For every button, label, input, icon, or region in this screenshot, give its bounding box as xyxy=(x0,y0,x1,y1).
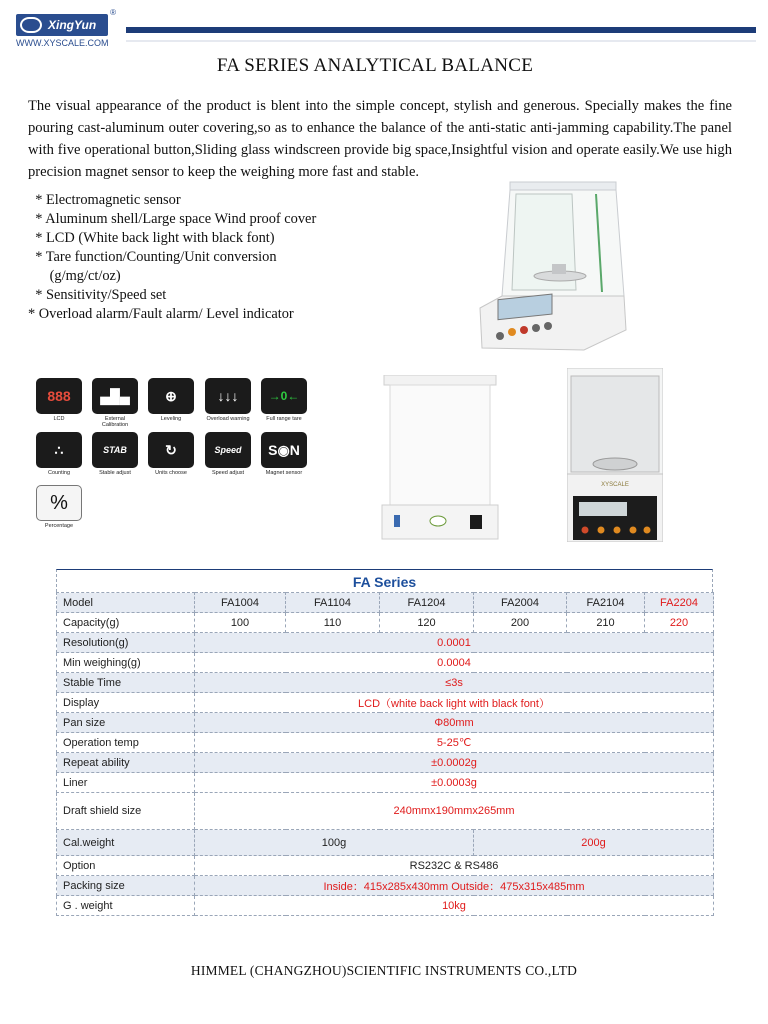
feature-list xyxy=(28,191,316,324)
model-cell: FA2104 xyxy=(567,593,645,613)
row-label: Capacity(g) xyxy=(57,613,195,633)
table-row xyxy=(57,633,714,653)
row-label: G . weight xyxy=(57,896,195,916)
lcd-icon xyxy=(36,378,82,422)
header-bar xyxy=(126,27,756,33)
percentage-icon xyxy=(36,485,82,529)
counting-icon xyxy=(36,432,82,476)
full-range-tare-icon xyxy=(261,378,307,422)
external-calibration-icon-label: External Calibration xyxy=(101,416,129,428)
magnet-sensor-icon-label: Magnet sensor xyxy=(265,470,303,476)
row-label: Draft shield size xyxy=(57,793,195,830)
row-label: Operation temp xyxy=(57,733,195,753)
overload-warning-icon xyxy=(205,378,251,422)
percentage-icon-label: Percentage xyxy=(44,523,74,529)
row-label: Model xyxy=(57,593,195,613)
table-row xyxy=(57,733,714,753)
display-brand: XYSCALE xyxy=(601,482,629,488)
row-label: Packing size xyxy=(57,876,195,896)
product-image-front xyxy=(567,368,663,542)
stable-adjust-icon-label: Stable adjust xyxy=(99,470,131,476)
capacity-cell: 200 xyxy=(474,613,567,633)
full-range-tare-icon-label: Full range tare xyxy=(266,416,302,422)
brand-logo xyxy=(16,8,116,36)
logo-mark-icon xyxy=(20,17,42,33)
percentage-icon-glyph: % xyxy=(36,485,82,521)
model-cell: FA2004 xyxy=(474,593,567,613)
capacity-cell: 100 xyxy=(195,613,286,633)
feature-item: * Aluminum shell/Large space Wind proof cover xyxy=(28,211,317,227)
row-value: Φ80mm xyxy=(195,713,714,733)
table-row xyxy=(57,653,714,673)
row-label: Liner xyxy=(57,773,195,793)
row-label: Resolution(g) xyxy=(57,633,195,653)
row-value: 240mmx190mmx265mm xyxy=(195,793,714,830)
table-row xyxy=(57,593,714,613)
table-row xyxy=(57,856,714,876)
feature-item: * Sensitivity/Speed set xyxy=(28,287,167,303)
row-label: Option xyxy=(57,856,195,876)
table-row xyxy=(57,753,714,773)
external-calibration-icon-glyph: ▄█▄ xyxy=(92,378,138,414)
row-label: Stable Time xyxy=(57,673,195,693)
model-cell: FA2204 xyxy=(645,593,714,613)
table-row xyxy=(57,773,714,793)
intro-paragraph: The visual appearance of the product is blent into the simple concept, stylish and generous. Specially makes the fine pouring cast-aluminum outer covering,so as to enhance the balance of the anti-static anti-jamming capability.The panel with five operational button,Sliding glass windscreen provide big space,Insightful vision and operate easily.We use high precision magnet sensor to keep the weighing more fast and stable. xyxy=(28,98,732,180)
capacity-cell: 220 xyxy=(645,613,714,633)
model-cell: FA1104 xyxy=(286,593,380,613)
table-row xyxy=(57,793,714,830)
table-row xyxy=(57,613,714,633)
lcd-icon-glyph: 888 xyxy=(36,378,82,414)
spec-table xyxy=(56,592,714,916)
capacity-cell: 110 xyxy=(286,613,380,633)
leveling-icon xyxy=(148,378,194,422)
overload-warning-icon-glyph: ↓↓↓ xyxy=(205,378,251,414)
row-label: Pan size xyxy=(57,713,195,733)
stable-adjust-icon-glyph: STAB xyxy=(92,432,138,468)
header-divider xyxy=(126,40,756,42)
table-row xyxy=(57,830,714,856)
speed-adjust-icon-glyph: Speed xyxy=(205,432,251,468)
units-choose-icon-glyph: ↻ xyxy=(148,432,194,468)
leveling-icon-label: Leveling xyxy=(160,416,182,422)
page-title: FA SERIES ANALYTICAL BALANCE xyxy=(216,55,534,76)
row-value: ±0.0002g xyxy=(195,753,714,773)
speed-adjust-icon xyxy=(205,432,251,476)
magnet-sensor-icon xyxy=(261,432,307,476)
table-row xyxy=(57,713,714,733)
table-row xyxy=(57,693,714,713)
external-calibration-icon xyxy=(92,378,138,428)
units-choose-icon-label: Units choose xyxy=(155,470,187,476)
speed-adjust-icon-label: Speed adjust xyxy=(211,470,245,476)
capacity-cell: 120 xyxy=(380,613,474,633)
row-value: Inside：415x285x430mm Outside：475x315x485mm xyxy=(195,876,714,896)
cal-weight-b: 200g xyxy=(474,830,714,856)
website-url: WWW.XYSCALE.COM xyxy=(16,38,109,48)
row-value: LCD（white back light with black font） xyxy=(195,693,714,713)
units-choose-icon xyxy=(148,432,194,476)
stable-adjust-icon xyxy=(92,432,138,476)
row-value: RS232C & RS486 xyxy=(195,856,714,876)
company-footer: HIMMEL (CHANGZHOU)SCIENTIFIC INSTRUMENTS CO.,LTD xyxy=(190,963,578,978)
row-value: 0.0004 xyxy=(195,653,714,673)
counting-icon-label: Counting xyxy=(47,470,71,476)
row-label: Min weighing(g) xyxy=(57,653,195,673)
counting-icon-glyph: ∴ xyxy=(36,432,82,468)
spec-table-container xyxy=(56,569,713,916)
row-label: Display xyxy=(57,693,195,713)
product-image-balance xyxy=(476,180,632,352)
model-cell: FA1004 xyxy=(195,593,286,613)
lcd-icon-label: LCD xyxy=(53,416,65,422)
row-value: ≤3s xyxy=(195,673,714,693)
table-row xyxy=(57,896,714,916)
product-image-back xyxy=(380,375,500,540)
feature-item: (g/mg/ct/oz) xyxy=(28,268,121,284)
feature-item: * Overload alarm/Fault alarm/ Level indicator xyxy=(28,306,294,322)
row-label: Repeat ability xyxy=(57,753,195,773)
cal-weight-a: 100g xyxy=(195,830,474,856)
feature-item: * LCD (White back light with black font) xyxy=(28,230,275,246)
row-value: 10kg xyxy=(195,896,714,916)
full-range-tare-icon-glyph: →0← xyxy=(261,378,307,414)
table-row xyxy=(57,673,714,693)
leveling-icon-glyph: ⊕ xyxy=(148,378,194,414)
brand-name: XingYun xyxy=(48,18,97,32)
spec-table-title: FA Series xyxy=(56,569,713,592)
overload-warning-icon-label: Overload warning xyxy=(206,416,250,422)
row-value: 5-25℃ xyxy=(195,733,714,753)
row-label: Cal.weight xyxy=(57,830,195,856)
row-value: 0.0001 xyxy=(195,633,714,653)
magnet-sensor-icon-glyph: S◉N xyxy=(261,432,307,468)
feature-item: * Tare function/Counting/Unit conversion xyxy=(28,249,277,265)
registered-mark: ® xyxy=(110,8,116,17)
table-row xyxy=(57,876,714,896)
row-value: ±0.0003g xyxy=(195,773,714,793)
feature-item: * Electromagnetic sensor xyxy=(28,192,181,208)
capacity-cell: 210 xyxy=(567,613,645,633)
model-cell: FA1204 xyxy=(380,593,474,613)
